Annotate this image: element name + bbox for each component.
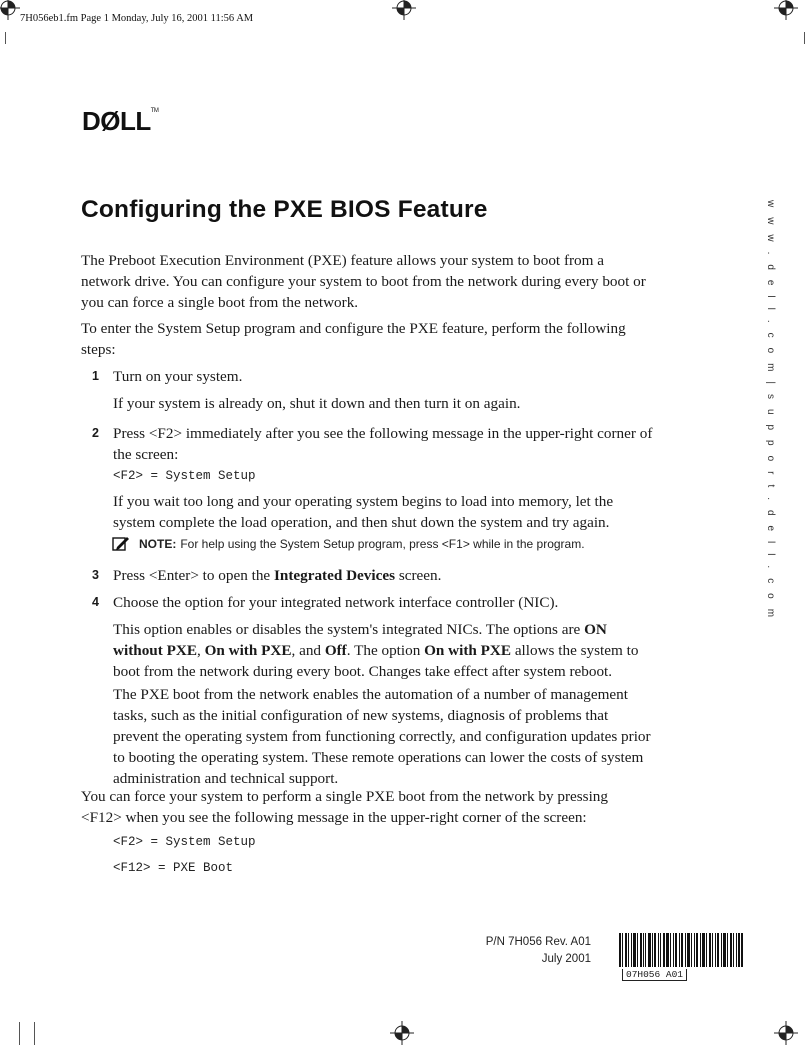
barcode-icon: [619, 933, 743, 967]
revision-date: July 2001: [541, 953, 591, 965]
barcode-label: 07H056 A01: [622, 969, 687, 981]
code-line: <F2> = System Setup: [113, 835, 256, 849]
intro-paragraph: The Preboot Execution Environment (PXE) feature allows your system to boot from a network drive. You can configure your system to boot from the network during every boot or you can force a single boot from the network.: [81, 252, 646, 311]
registration-mark-icon: [774, 0, 798, 20]
code-line: <F2> = System Setup: [113, 469, 256, 483]
step-subtext: If you wait too long and your operating system begins to load into memory, let the system complete the load operation, and then shut down the system and try again.: [113, 493, 614, 531]
registration-mark-icon: [0, 0, 20, 20]
crop-mark: [19, 1022, 20, 1045]
dell-logo: DØLL™: [82, 106, 159, 136]
registration-mark-icon: [392, 0, 416, 20]
note-label: NOTE:: [139, 537, 177, 551]
step-subtext: The PXE boot from the network enables the automation of a number of management tasks, such as the initial configuration of new systems, diagnosis of problems that prevent the operating system from functioning correctly, and configuration updates prior to booting the operating system. These remote operations can lower the costs of system administration and technical support.: [113, 686, 651, 787]
crop-mark: [804, 32, 805, 44]
code-line: <F12> = PXE Boot: [113, 861, 234, 875]
website-url: w w w . d e l l . c o m | s u p p o r t . d e l l . c o m: [765, 200, 776, 621]
note-text: For help using the System Setup program, press <F1> while in the program.: [180, 537, 585, 551]
step-text: Turn on your system.: [113, 368, 243, 385]
step-subtext: This option enables or disables the system's integrated NICs. The options are ON without PXE, On with PXE, and Off. The option On with PXE allows the system to boot from the network during every boot. Changes take effect after system reboot.: [113, 621, 639, 680]
step-number: 1: [92, 369, 99, 383]
page-title: Configuring the PXE BIOS Feature: [81, 196, 488, 223]
step-number: 4: [92, 595, 99, 609]
step-subtext: If your system is already on, shut it down and then turn it on again.: [113, 395, 521, 412]
note-callout: [139, 537, 585, 551]
step-text: Press <Enter> to open the Integrated Devices screen.: [113, 567, 442, 584]
crop-mark: [5, 32, 6, 44]
steps-intro: To enter the System Setup program and configure the PXE feature, perform the following steps:: [81, 320, 626, 358]
step-number: 2: [92, 426, 99, 440]
file-header: 7H056eb1.fm Page 1 Monday, July 16, 2001 11:56 AM: [20, 13, 254, 24]
step-text: Press <F2> immediately after you see the following message in the upper-right corner of the screen:: [113, 425, 653, 463]
registration-mark-icon: [390, 1021, 414, 1045]
registration-mark-icon: [774, 1021, 798, 1045]
step-number: 3: [92, 568, 99, 582]
part-number: P/N 7H056 Rev. A01: [485, 936, 591, 948]
step-text: Choose the option for your integrated network interface controller (NIC).: [113, 594, 559, 611]
force-boot-paragraph: You can force your system to perform a single PXE boot from the network by pressing <F12> when you see the following message in the upper-right corner of the screen:: [81, 788, 608, 826]
note-pencil-icon: [112, 536, 130, 552]
crop-mark: [34, 1022, 35, 1045]
